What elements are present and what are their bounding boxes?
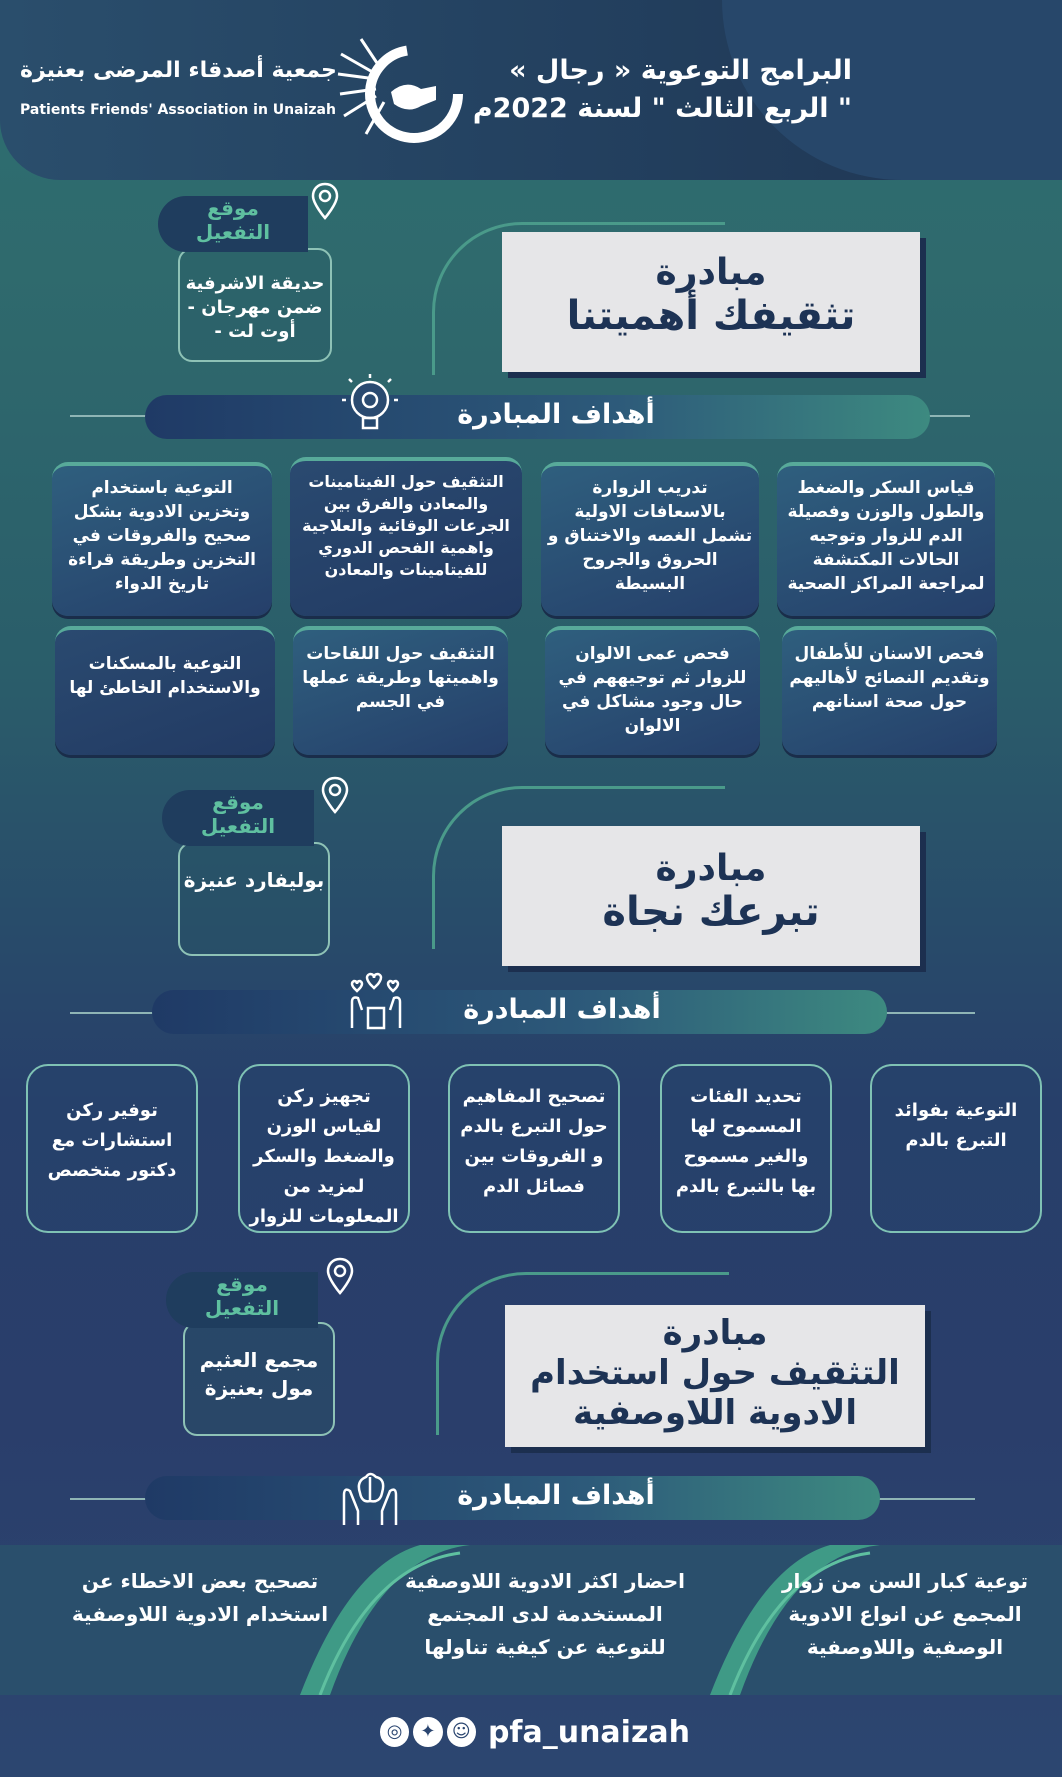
- location-label-2: التفعيل: [204, 1296, 280, 1320]
- goal-card: [782, 626, 997, 755]
- goal-text: قياس السكر والضغط والطول والوزن وفصيلة الدم للزوار وتوجيه الحالات المكتشفة لمراجعة المراكز الصحية: [787, 478, 985, 594]
- goal-text: التوعية باستخدام وتخزين الادوية بشكل صحيح والفروقات في التخزين وطريقة قراءة تاريخ الدواء: [68, 478, 256, 594]
- location-pin-icon: [325, 1257, 355, 1297]
- location-label-2: التفعيل: [200, 814, 276, 838]
- goal-text: تجهيز ركن لقياس الوزن والضغط والسكر لمزيد من المعلومات للزوار: [249, 1086, 399, 1227]
- initiative3-box: [505, 1305, 925, 1447]
- location-pin-icon: [320, 776, 350, 816]
- goal-card: [777, 462, 995, 616]
- initiative3-name-line2: الادوية اللاوصفية: [573, 1393, 857, 1433]
- initiative2-location: بوليفارد عنيزة: [183, 868, 325, 892]
- goal-text: تصحيح المفاهيم حول التبرع بالدم و الفروقات بين فصائل الدم: [460, 1086, 608, 1197]
- initiative1-label: مبادرة: [655, 252, 767, 293]
- program-title: [452, 52, 852, 128]
- goal-text: احضار اكثر الادوية اللاوصفية المستخدمة لدى المجتمع للتوعية عن كيفية تناولها: [404, 1569, 686, 1659]
- initiative2-box: [502, 826, 920, 966]
- goal-card: [541, 462, 759, 616]
- goal-text: توفير ركن استشارات مع دكتور متخصص: [47, 1100, 177, 1181]
- initiative2-name: تبرعك نجاة: [602, 889, 820, 935]
- goal-text: فحص عمى الالوان للزوار ثم توجيههم في حال وجود مشاكل في الالوان: [558, 644, 747, 736]
- association-logo-icon: [336, 34, 466, 154]
- program-title-line1: البرامج التوعوية « رجال »: [509, 55, 852, 86]
- goal-text: التوعية بفوائد التبرع بالدم: [894, 1100, 1018, 1151]
- social-handle-text[interactable]: pfa_unaizah: [487, 1714, 691, 1750]
- goal-text: فحص الاسنان للأطفال وتقديم النصائح لأهاليهم حول صحة اسنانهم: [789, 644, 990, 712]
- goal-card: [660, 1064, 832, 1233]
- goal-card: [293, 626, 508, 755]
- initiative1-location-tab: [158, 196, 308, 252]
- location-label-1: موقع: [216, 1272, 268, 1296]
- goal-card: [545, 626, 760, 755]
- initiative3-label: مبادرة: [662, 1313, 768, 1353]
- initiative3-name-line1: التثقيف حول استخدام: [530, 1353, 900, 1393]
- initiative2-label: مبادرة: [655, 848, 767, 889]
- initiative1-location: حديقة الاشرفية ضمن مهرجان - أوت لت -: [185, 273, 325, 342]
- hands-brain-icon: [338, 1465, 402, 1529]
- goal-text: تصحيح بعض الاخطاء عن استخدام الادوية اللاوصفية: [71, 1569, 329, 1626]
- org-name-ar: جمعية أصدقاء المرضى بعنيزة: [20, 58, 337, 83]
- goal-text: التثقيف حول الفيتامينات والمعادن والفرق بين الجرعات الوقائية والعلاجية واهمية الفحص الدوري للفيتامينات والمعادن: [302, 472, 510, 579]
- initiative2-location-tab: [162, 790, 314, 846]
- initiative3-location-card: [183, 1322, 335, 1436]
- goal-text: التوعية بالمسكنات والاستخدام الخاطئ لها: [69, 654, 261, 698]
- header: [0, 0, 1062, 180]
- goals-title-1: أهداف المبادرة: [457, 399, 655, 430]
- goal-text: التثقيف حول اللقاحات واهميتها وطريقة عملها في الجسم: [302, 644, 499, 712]
- location-label-1: موقع: [212, 790, 264, 814]
- lightbulb-gear-icon: [338, 372, 402, 436]
- initiative1-box: [502, 232, 920, 372]
- goal-text: تحديد الفئات المسموح لها والغير مسموح بها بالتبرع بالدم: [675, 1086, 817, 1197]
- initiative1-location-card: [178, 248, 332, 362]
- goal-card: [290, 457, 522, 616]
- goal-card: [870, 1064, 1042, 1233]
- initiative3-location: مجمع العثيم مول بعنيزة: [199, 1348, 319, 1400]
- goals-title-2: أهداف المبادرة: [463, 994, 661, 1025]
- location-pin-icon: [310, 182, 340, 222]
- location-label-1: موقع: [207, 196, 259, 220]
- goal-card: [55, 626, 275, 755]
- initiative1-name: تثقيفك أهميتنا: [566, 293, 856, 339]
- snapchat-icon[interactable]: ☺: [447, 1717, 476, 1747]
- goal-card: [238, 1064, 410, 1233]
- goal-card: [26, 1064, 198, 1233]
- instagram-icon[interactable]: ◎: [380, 1717, 409, 1747]
- goals-title-3: أهداف المبادرة: [457, 1480, 655, 1511]
- initiative2-location-card: [178, 842, 330, 956]
- goal-text: تدريب الزوارة بالاسعافات الاولية تشمل الغصه والاختناق و الحروق والجروح البسيطة: [547, 478, 753, 594]
- goal-card: [52, 462, 272, 616]
- hands-hearts-icon: [344, 968, 408, 1032]
- social-handle: [380, 1710, 690, 1754]
- twitter-icon[interactable]: ✦: [413, 1717, 442, 1747]
- initiative3-location-tab: [166, 1272, 318, 1328]
- org-name-en: Patients Friends' Association in Unaizah: [20, 102, 336, 118]
- program-title-line2: " الربع الثالث " لسنة 2022م: [472, 93, 852, 124]
- goal-text: توعية كبار السن من زوار المجمع عن انواع الادوية الوصفية واللاوصفية: [781, 1569, 1029, 1659]
- location-label-2: التفعيل: [195, 220, 271, 244]
- goal-card: [448, 1064, 620, 1233]
